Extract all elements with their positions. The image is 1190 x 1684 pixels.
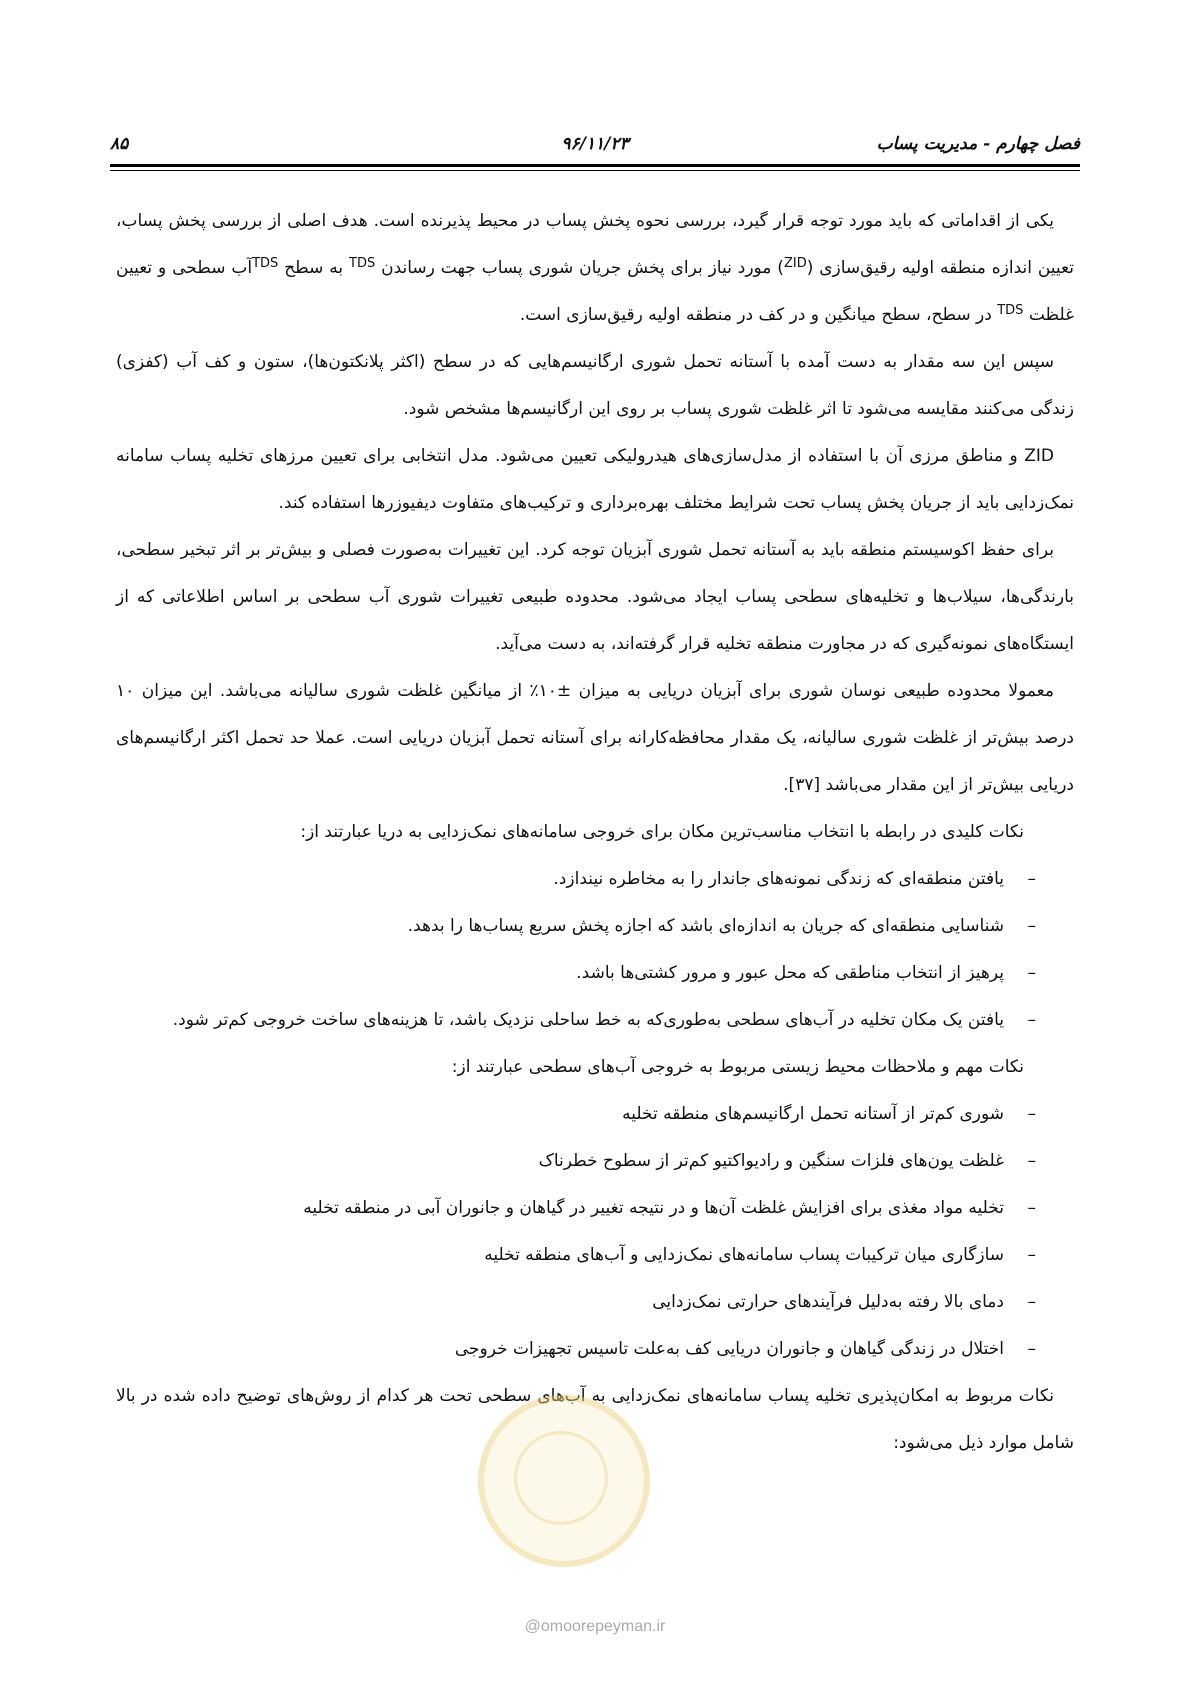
list-item: – اختلال در زندگی گیاهان و جانوران دریایی کف به‌علت تاسیس تجهیزات خروجی <box>454 1339 1036 1359</box>
header-date: ۹۶/۱۱/۲۳ <box>561 134 629 154</box>
list-item: – شناسایی منطقه‌ای که جریان به اندازه‌ای باشد که اجازه پخش سریع پساب‌ها را بدهد. <box>407 916 1036 936</box>
footer-watermark: @omoorepeyman.ir <box>524 1618 666 1635</box>
paragraph-4: برای حفظ اکوسیستم منطقه باید به آستانه تحمل شوری آبزیان توجه کرد. این تغییرات به‌صورت فصلی و بیش‌تر بر اثر تبخیر سطحی، بارندگی‌ها، سیلاب‌ها و تخلیه‌های سطحی پساب ایجاد می‌شود. محدوده طبیعی تغییرات شوری آب سطحی بر اساس اطلاعاتی که از ایستگاه‌های نمونه‌گیری که در مجاورت منطقه تخلیه قرار گرفته‌اند، به دست می‌آید. <box>116 540 1074 654</box>
list-item: – غلظت یون‌های فلزات سنگین و رادیواکتیو کم‌تر از سطوح خطرناک <box>538 1151 1036 1171</box>
watermark-seal-icon <box>478 1395 650 1567</box>
list-item: – سازگاری میان ترکیبات پساب سامانه‌های نمک‌زدایی و آب‌های منطقه تخلیه <box>484 1245 1036 1265</box>
page-header <box>110 128 1080 160</box>
list-item: – تخلیه مواد مغذی برای افزایش غلظت آن‌ها و در نتیجه تغییر در گیاهان و جانوران آبی در منطقه تخلیه <box>303 1198 1036 1218</box>
header-rule-thin <box>110 170 1080 171</box>
chapter-title: فصل چهارم - مدیریت پساب <box>876 134 1080 154</box>
page-body <box>116 198 1074 1467</box>
list-2 <box>116 1091 1074 1373</box>
header-rule-thick <box>110 164 1080 167</box>
paragraph-6: نکات مربوط به امکان‌پذیری تخلیه پساب سامانه‌های نمک‌زدایی به آب‌های سطحی تحت هر کدام از روش‌های توضیح داده شده در بالا شامل موارد ذیل می‌شود: <box>116 1386 1074 1453</box>
list2-intro: نکات مهم و ملاحظات محیط زیستی مربوط به خروجی آب‌های سطحی عبارتند از: <box>451 1057 1024 1077</box>
list-item: – شوری کم‌تر از آستانه تحمل ارگانیسم‌های منطقه تخلیه <box>622 1104 1036 1124</box>
list1-intro: نکات کلیدی در رابطه با انتخاب مناسب‌ترین مکان برای خروجی سامانه‌های نمک‌زدایی به دریا عبارتند از: <box>300 822 1024 842</box>
list-item: – یافتن یک مکان تخلیه در آب‌های سطحی به‌طوری‌که به خط ساحلی نزدیک باشد، تا هزینه‌های ساخت خروجی کم‌تر شود. <box>172 1010 1036 1030</box>
list-1 <box>116 856 1074 1044</box>
page-number: ۸۵ <box>110 134 129 154</box>
paragraph-3: ZID و مناطق مرزی آن با استفاده از مدل‌سازی‌های هیدرولیکی تعیین می‌شود. مدل انتخابی برای تعیین مرزهای تخلیه پساب سامانه نمک‌زدایی باید از جریان پخش پساب تحت شرایط مختلف بهره‌برداری و ترکیب‌های متفاوت دیفیوزرها استفاده کند. <box>116 446 1074 513</box>
list-item: – پرهیز از انتخاب مناطقی که محل عبور و مرور کشتی‌ها باشد. <box>576 963 1036 983</box>
paragraph-2: سپس این سه مقدار به دست آمده با آستانه تحمل شوری ارگانیسم‌هایی که در سطح (اکثر پلانکتون‌ها)، ستون و کف آب (کفزی) زندگی می‌کنند مقایسه می‌شود تا اثر غلظت شوری پساب بر روی این ارگانیسم‌ها مشخص شود. <box>116 352 1074 419</box>
paragraph-1: یکی از اقداماتی که باید مورد توجه قرار گیرد، بررسی نحوه پخش پساب در محیط پذیرنده است. هدف اصلی از بررسی پخش پساب، تعیین اندازه منطقه اولیه رقیق‌سازی ($^{ZID}$) مورد نیاز برای پخش جریان شوری پساب جهت رساندن $^{TDS}$ به سطح $^{TDS}$آب سطحی و تعیین غلظت $^{TDS}$ در سطح، سطح میانگین و در کف در منطقه اولیه رقیق‌سازی است. <box>116 211 1074 325</box>
paragraph-5: معمولا محدوده طبیعی نوسان شوری برای آبزیان دریایی به میزان ±۱۰٪ از میانگین غلظت شوری سالیانه می‌باشد. این میزان ۱۰ درصد بیش‌تر از غلظت شوری سالیانه، یک مقدار محافظه‌کارانه برای آستانه تحمل آبزیان دریایی است. عملا حد تحمل اکثر ارگانیسم‌های دریایی بیش‌تر از این مقدار می‌باشد [۳۷]. <box>116 681 1074 795</box>
list-item: – یافتن منطقه‌ای که زندگی نمونه‌های جاندار را به مخاطره نیندازد. <box>553 869 1036 889</box>
list-item: – دمای بالا رفته به‌دلیل فرآیندهای حرارتی نمک‌زدایی <box>652 1292 1036 1312</box>
